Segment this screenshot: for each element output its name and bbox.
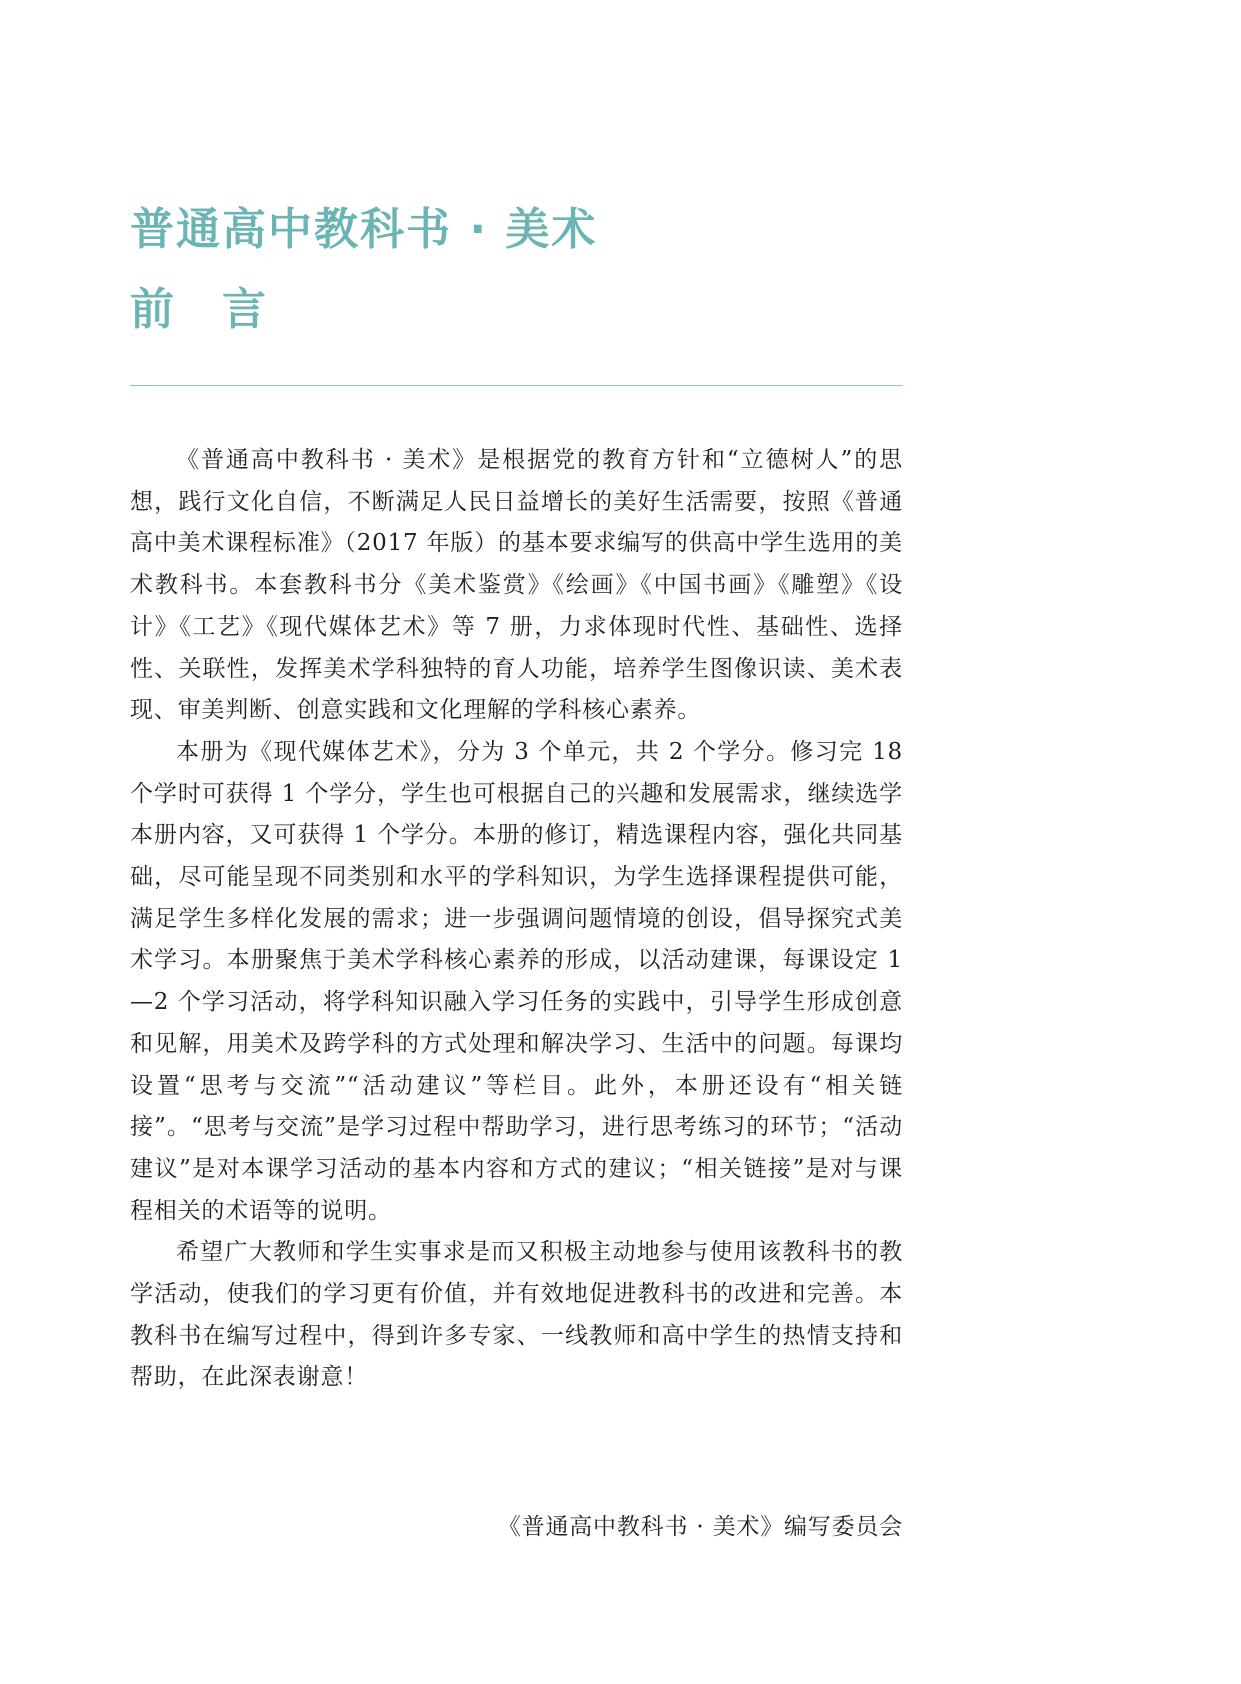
preface-paragraph-1: 《普通高中教科书 · 美术》是根据党的教育方针和“立德树人”的思想，践行文化自信，不断满足人民日益增长的美好生活需要，按照《普通高中美术课程标准》（2017 年版）的基本要求编写的供高中学生选用的美术教科书。本套教科书分《美术鉴赏》《绘画》《中国书画》《雕塑》《设计》《工艺》《现代媒体艺术》等 7 册，力求体现时代性、基础性、选择性、关联性，发挥美术学科独特的育人功能，培养学生图像识读、美术表现、审美判断、创意实践和文化理解的学科核心素养。 [130, 447, 903, 724]
preface-paragraph-3: 希望广大教师和学生实事求是而又积极主动地参与使用该教科书的教学活动，使我们的学习更有价值，并有效地促进教科书的改进和完善。本教科书在编写过程中，得到许多专家、一线教师和高中学生的热情支持和帮助，在此深表谢意！ [130, 1239, 903, 1391]
editorial-committee-signature: 《普通高中教科书 · 美术》编写委员会 [497, 1514, 903, 1540]
heading-divider [130, 385, 903, 386]
series-title: 普通高中教科书 · 美术 [130, 204, 598, 255]
preface-body [130, 440, 903, 1399]
section-title: 前言 [130, 284, 314, 335]
preface-paragraph-2: 本册为《现代媒体艺术》，分为 3 个单元，共 2 个学分。修习完 18 个学时可获得 1 个学分，学生也可根据自己的兴趣和发展需求，继续选学本册内容，又可获得 1 个学分。本册的修订，精选课程内容，强化共同基础，尽可能呈现不同类别和水平的学科知识，为学生选择课程提供可能，满足学生多样化发展的需求；进一步强调问题情境的创设，倡导探究式美术学习。本册聚焦于美术学科核心素养的形成，以活动建课，每课设定 1—2 个学习活动，将学科知识融入学习任务的实践中，引导学生形成创意和见解，用美术及跨学科的方式处理和解决学习、生活中的问题。每课均设置“思考与交流”“活动建议”等栏目。此外，本册还设有“相关链接”。“思考与交流”是学习过程中帮助学习，进行思考练习的环节；“活动建议”是对本课学习活动的基本内容和方式的建议；“相关链接”是对与课程相关的术语等的说明。 [130, 738, 903, 1224]
